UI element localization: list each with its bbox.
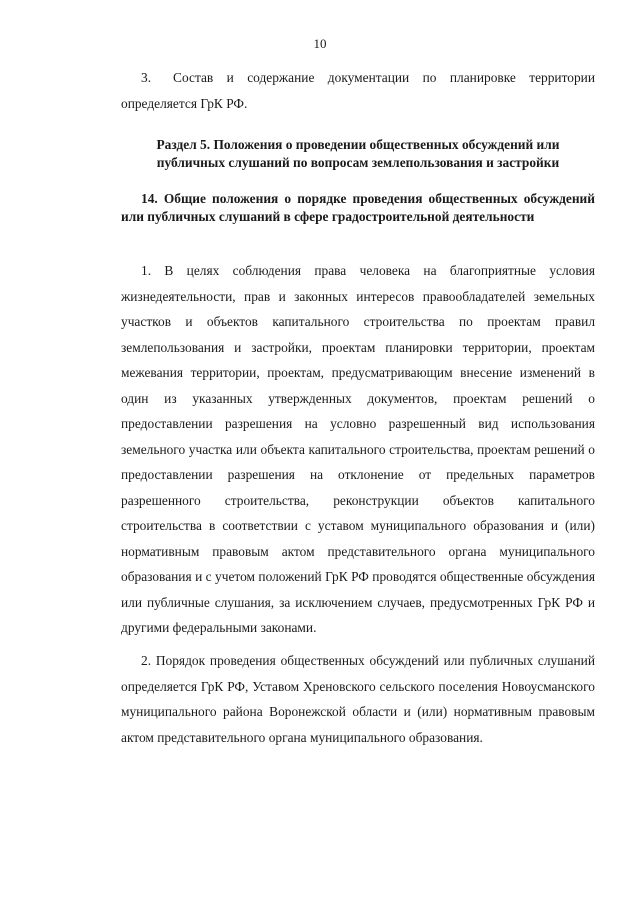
item-3-text: Состав и содержание документации по планировке территории определяется ГрК РФ. (121, 70, 595, 111)
item-3-number: 3. (141, 70, 152, 85)
item-3-paragraph (121, 65, 595, 116)
subsection-14-heading: 14. Общие положения о порядке проведения общественных обсуждений или публичных слушаний в сфере градостроительной деятельности (121, 191, 595, 224)
clause-1-paragraph: 1. В целях соблюдения права человека на благоприятные условия жизнедеятельности, прав и законных интересов правообладателей земельных участков и объектов капитального строительства по проектам правил землепользования и застройки, проектам планировки территории, проектам межевания территории, проектам, предусматривающим внесение изменений в один из указанных утвержденных документов, проектам решений о предоставлении разрешения на условно разрешенный вид использования земельного участка или объекта капитального строительства, проектам решений о предоставлении разрешения на отклонение от предельных параметров разрешенного строительства, реконструкции объектов капитального строительства в соответствии с уставом муниципального образования и (или) нормативным правовым актом представительного органа муниципального образования и с учетом положений ГрК РФ проводятся общественные обсуждения или публичные слушания, за исключением случаев, предусмотренных ГрК РФ и другими федеральными законами. (121, 263, 595, 635)
clause-2-paragraph: 2. Порядок проведения общественных обсуждений или публичных слушаний определяется ГрК РФ, Уставом Хреновского сельского поселения Новоусманского муниципального района Воронежской области и (или) нормативным правовым актом представительного органа муниципального образования. (121, 653, 595, 745)
section-5-heading: Раздел 5. Положения о проведении общественных обсуждений или публичных слушаний по вопросам землепользования и застройки (156, 137, 560, 170)
page-number: 10 (313, 36, 327, 51)
